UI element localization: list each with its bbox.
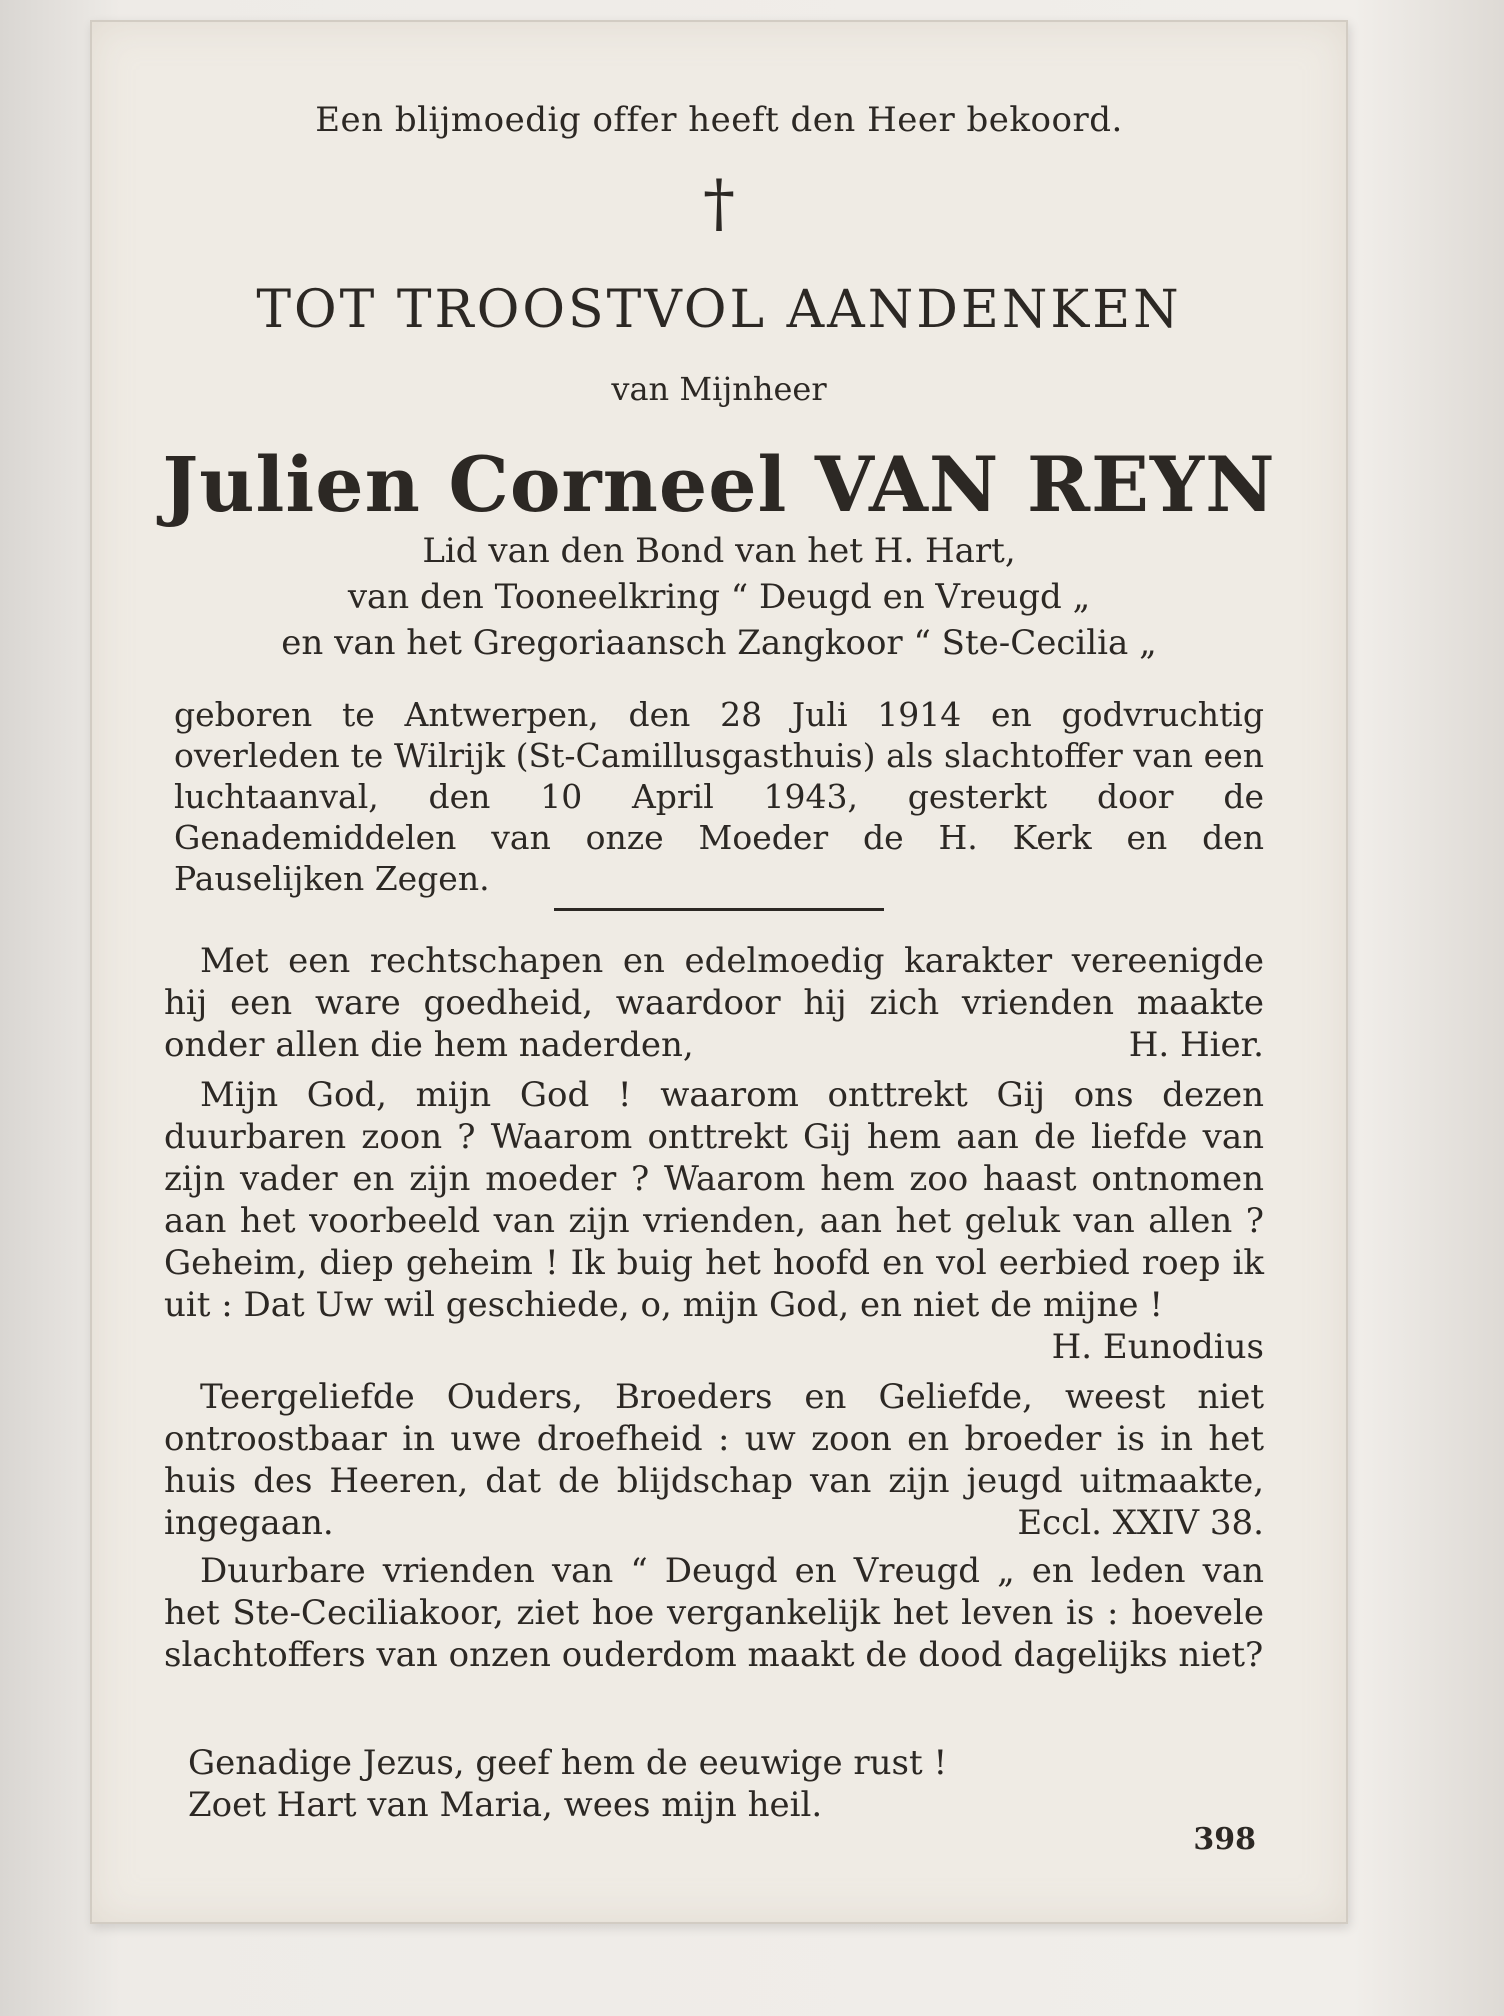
quote-passage [164,1376,1264,1544]
membership-line: Lid van den Bond van het H. Hart, [422,531,1016,571]
quote-source: H. Hier. [1128,1025,1264,1065]
divider-rule [554,908,884,911]
honorific: van Mijnheer [611,370,827,408]
quote-text: Met een rechtschapen en edelmoedig karakter vereenigde hij een ware goedheid, waardoor hij zich vrienden maakte onder allen die hem naderden, [164,941,1264,1065]
quote-text: Teergeliefde Ouders, Broeders en Geliefde, weest niet ontroostbaar in uwe droefheid : uw zoon en broeder is in het huis des Heeren, dat de blijdschap van zijn jeugd uitmaakte, ingegaan. [164,1377,1264,1543]
deceased-name: Julien Corneel VAN REYN [162,440,1276,529]
membership-line: van den Tooneelkring “ Deugd en Vreugd „ [347,577,1091,617]
biography-text: geboren te Antwerpen, den 28 Juli 1914 en godvruchtig overleden te Wilrijk (St-Camillusgasthuis) als slachtoffer van een luchtaanval, den 10 April 1943, gesterkt door de Genademiddelen van onze Moeder de H. Kerk en den Pauselijken Zegen. [174,695,1264,898]
quote-text: Mijn God, mijn God ! waarom onttrekt Gij ons dezen duurbaren zoon ? Waarom onttrekt Gij hem aan de liefde van zijn vader en zijn moeder ? Waarom hem zoo haast ontnomen aan het voorbeeld van zijn vrienden, aan het geluk van allen ? Geheim, diep geheim ! Ik buig het hoofd en vol eerbied roep ik uit : Dat Uw wil geschiede, o, mijn God, en niet de mijne ! [164,1075,1264,1325]
print-number: 398 [1193,1822,1256,1857]
cross-icon: † [703,167,735,241]
memberships [92,528,1346,666]
quote-passage [164,1550,1264,1676]
membership-line: en van het Gregoriaansch Zangkoor “ Ste-Cecilia „ [281,623,1157,663]
prayers [188,1742,1264,1826]
quote-passage [164,1074,1264,1368]
quote-text: Duurbare vrienden van “ Deugd en Vreugd „ en leden van het Ste-Ceciliakoor, ziet hoe vergankelijk het leven is : hoevele slachtoffers van onzen ouderdom maakt de dood dagelijks niet? [164,1551,1264,1675]
card-heading: TOT TROOSTVOL AANDENKEN [256,280,1182,340]
biography [174,694,1264,899]
quote-passage [164,940,1264,1066]
quote-source: Eccl. XXIV 38. [1017,1503,1264,1543]
motto: Een blijmoedig offer heeft den Heer bekoord. [315,100,1123,140]
prayer-line: Zoet Hart van Maria, wees mijn heil. [188,1785,823,1825]
quote-source: H. Eunodius [1051,1327,1264,1367]
memorial-card [90,20,1348,1924]
prayer-line: Genadige Jezus, geef hem de eeuwige rust ! [188,1743,948,1783]
